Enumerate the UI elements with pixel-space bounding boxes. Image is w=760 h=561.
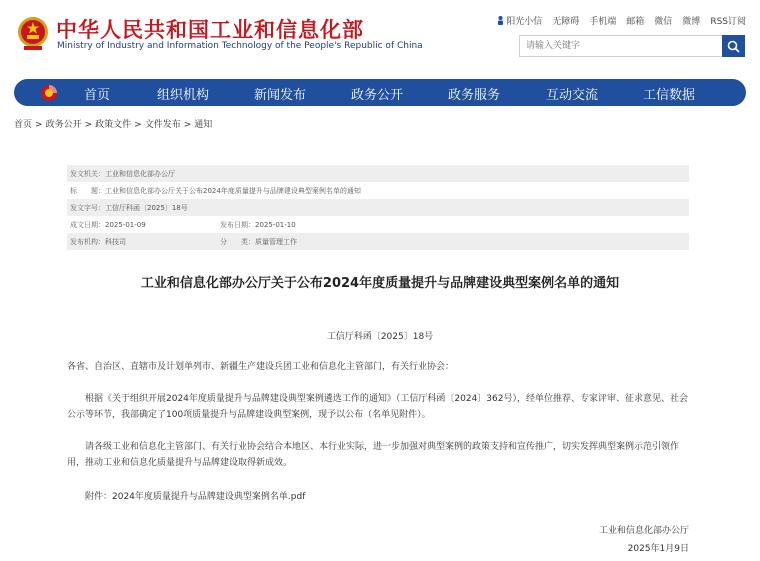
- site-subtitle: Ministry of Industry and Information Technology of the People's Republic of China: [57, 41, 423, 51]
- toplink-mobile[interactable]: 手机端: [589, 17, 617, 27]
- attachment-link[interactable]: 附件：2024年度质量提升与品牌建设典型案例名单.pdf: [85, 492, 306, 502]
- breadcrumb: 首页 > 政务公开 > 政策文件 > 文件发布 > 通知: [14, 120, 213, 130]
- nav-home-icon-button[interactable]: [30, 79, 68, 106]
- meta-label: 成文日期：: [70, 220, 105, 229]
- toplink-rss[interactable]: RSS订阅: [710, 17, 746, 27]
- toplink-wechat[interactable]: 微信: [654, 17, 673, 27]
- meta-category: 质量管理工作: [255, 237, 297, 246]
- document-signer: 工业和信息化部办公厅: [598, 526, 689, 536]
- top-links: [497, 14, 746, 27]
- breadcrumb-gov-affairs[interactable]: 政务公开: [45, 120, 82, 130]
- meta-title: 工业和信息化部办公厅关于公布2024年度质量提升与品牌建设典型案例名单的通知: [105, 186, 361, 195]
- national-emblem-icon[interactable]: [16, 14, 50, 52]
- breadcrumb-notice[interactable]: 通知: [194, 120, 213, 130]
- meta-issuer: 工业和信息化部办公厅: [105, 169, 175, 178]
- document-addressee: 各省、自治区、直辖市及计划单列市、新疆生产建设兵团工业和信息化主管部门，有关行业协会：: [67, 362, 455, 372]
- site-title[interactable]: 中华人民共和国工业和信息化部: [56, 18, 364, 42]
- nav-item-home[interactable]: 首页: [84, 88, 111, 103]
- meta-row-issuer: [67, 165, 689, 182]
- meta-label: 发布日期：: [220, 220, 255, 229]
- meta-row-title: [67, 182, 689, 199]
- breadcrumb-policy-docs[interactable]: 政策文件: [95, 120, 132, 130]
- site-header: [0, 0, 760, 72]
- main-nav: [14, 79, 746, 106]
- meta-published-date: 2025-01-10: [255, 220, 296, 229]
- toplink-weibo[interactable]: 微博: [682, 17, 701, 27]
- nav-item-interaction[interactable]: 互动交流: [546, 88, 599, 103]
- meta-label: 分 类：: [220, 237, 255, 246]
- meta-label: 发文字号：: [70, 203, 105, 212]
- search-input[interactable]: [519, 35, 722, 57]
- meta-org: 科技司: [105, 237, 126, 246]
- document-title: 工业和信息化部办公厅关于公布2024年度质量提升与品牌建设典型案例名单的通知: [140, 276, 620, 291]
- nav-item-services[interactable]: 政务服务: [448, 88, 501, 103]
- toplink-mail[interactable]: 邮箱: [626, 17, 645, 27]
- search-icon: [727, 40, 740, 53]
- breadcrumb-doc-release[interactable]: 文件发布: [144, 120, 181, 130]
- meta-number: 工信厅科函〔2025〕18号: [105, 203, 188, 212]
- toplink-label: 阳光小信: [506, 17, 543, 27]
- nav-item-data[interactable]: 工信数据: [643, 88, 696, 103]
- meta-label: 标 题：: [70, 186, 105, 195]
- search-button[interactable]: [722, 35, 745, 57]
- meta-label: 发文机关：: [70, 169, 105, 178]
- nav-item-news[interactable]: 新闻发布: [254, 88, 307, 103]
- meta-label: 发布机构：: [70, 237, 105, 246]
- document-paragraph-2: 请各级工业和信息化主管部门、有关行业协会结合本地区、本行业实际，进一步加强对典型案例的政策支持和宣传推广，切实发挥典型案例示范引领作用，推动工业和信息化质量提升与品牌建设取得新成效。: [67, 442, 680, 468]
- person-icon: [497, 16, 504, 25]
- attachment-row: [85, 489, 305, 505]
- document-meta-table: [67, 165, 689, 250]
- toplink-accessibility[interactable]: 无障碍: [552, 17, 580, 27]
- document-number: 工信厅科函〔2025〕18号: [326, 332, 434, 342]
- search-box: [519, 35, 745, 57]
- meta-row-org: [67, 233, 689, 250]
- home-logo-icon: [40, 84, 58, 102]
- breadcrumb-home[interactable]: 首页: [14, 120, 33, 130]
- meta-row-number: [67, 199, 689, 216]
- meta-written-date: 2025-01-09: [105, 220, 146, 229]
- nav-item-organization[interactable]: 组织机构: [157, 88, 210, 103]
- toplink-sunshine[interactable]: [497, 14, 542, 27]
- document-date: 2025年1月9日: [627, 544, 689, 554]
- meta-row-dates: [67, 216, 689, 233]
- nav-item-government-affairs[interactable]: 政务公开: [351, 88, 404, 103]
- document-paragraph-1: 根据《关于组织开展2024年度质量提升与品牌建设典型案例遴选工作的通知》（工信厅科函〔2024〕362号），经单位推荐、专家评审、征求意见、社会公示等环节，我部确定了100项质量提升与品牌建设典型案例，现予以公布（名单见附件）。: [67, 394, 688, 420]
